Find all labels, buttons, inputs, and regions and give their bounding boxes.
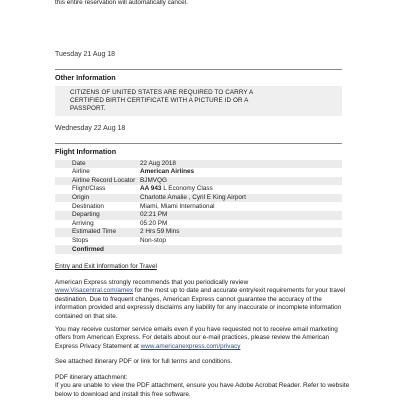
flight-label: Airline [72, 168, 90, 176]
citizenship-notice-box [55, 86, 342, 117]
flight-value: 05:20 PM [140, 219, 168, 227]
flight-label: Flight/Class [72, 185, 106, 193]
flight-class: L Economy Class [161, 185, 213, 193]
flight-value: 02:21 PM [140, 211, 168, 219]
flight-row-destination [55, 202, 342, 211]
visacentral-link[interactable]: www.Visacentral.com/amex [55, 287, 134, 295]
flight-label: Origin [72, 193, 90, 201]
other-information-section [55, 69, 342, 116]
flight-value: BJMVQG [140, 176, 167, 184]
flight-row-stops [55, 237, 342, 246]
flight-label: Estimated Time [72, 228, 117, 236]
flight-label: Arriving [72, 219, 94, 227]
booking-status: Confirmed [72, 245, 104, 253]
email-para-text: You may receive customer service emails even if you have requested not to receive email marketing offers from American Express. For details about our e-mail practices, please review the American Express Privacy Statement at [55, 326, 338, 350]
flight-row-date [55, 160, 342, 169]
flight-label: Airline Record Locator [72, 176, 136, 184]
visa-para-line1: American Express strongly recommends that you periodically review [55, 279, 249, 286]
email-practices-paragraph [55, 326, 350, 351]
flight-value: Miami, Miami International [140, 202, 215, 210]
flight-row-status [55, 245, 342, 254]
day-heading-wednesday: Wednesday 22 Aug 18 [55, 125, 126, 132]
flight-information-title: Flight Information [55, 147, 117, 156]
pdf-attachment-paragraph [55, 374, 350, 399]
flight-label: Date [72, 159, 86, 167]
flight-row-arriving [55, 220, 342, 229]
flight-value: 2 Hrs 59 Mins [140, 228, 180, 236]
flight-label: Destination [72, 202, 104, 210]
flight-number: AA 943 [140, 185, 162, 193]
flight-row-airline [55, 168, 342, 177]
flight-row-flight-class [55, 185, 342, 194]
visa-recommendation-paragraph [55, 279, 350, 321]
flight-row-record-locator [55, 177, 342, 186]
visa-para-rest: for the most up to date and accurate entry/exit requirements for your travel destination. Due to frequent changes, American Express cannot guarantee the accuracy of the information provided and expressly disclaims any liability for any inaccurate or incomplete information contained on that site. [55, 287, 346, 320]
privacy-link[interactable]: www.americanexpress.com/privacy [140, 342, 241, 350]
flight-value [140, 185, 342, 194]
flight-row-origin [55, 194, 342, 203]
citizenship-notice: CITIZENS OF UNITED STATES ARE REQUIRED TO CARRY A CERTIFIED BIRTH CERTIFICATE WITH A PICTURE ID OR A PASSPORT. [70, 88, 253, 113]
terms-paragraph: See attached itinerary PDF or link for full terms and conditions. [55, 358, 233, 365]
pdf-heading: PDF itinerary attachment: [55, 374, 128, 381]
flight-label: Stops [72, 236, 89, 244]
flight-value: Charlotte Amalie , Cyril E King Airport [140, 193, 246, 201]
flight-details-table [55, 160, 342, 255]
flight-value: 22 Aug 2018 [140, 159, 176, 167]
flight-row-departing [55, 211, 342, 220]
day-heading-tuesday: Tuesday 21 Aug 18 [55, 51, 116, 58]
flight-label: Departing [72, 211, 100, 219]
cancel-notice-text: this entire reservation will automatically cancel. [55, 0, 188, 6]
flight-information-section [55, 143, 342, 254]
flight-value: Non-stop [140, 236, 166, 244]
flight-value: American Airlines [140, 168, 195, 176]
entry-exit-info-link[interactable]: Entry and Exit Information for Travel [55, 263, 157, 270]
pdf-text: If you are unable to view the PDF attachment, ensure you have Adobe Acrobat Reader. Refer to website below to download and install this free software. [55, 382, 350, 398]
other-information-title: Other Information [55, 73, 116, 82]
flight-row-estimated-time [55, 228, 342, 237]
